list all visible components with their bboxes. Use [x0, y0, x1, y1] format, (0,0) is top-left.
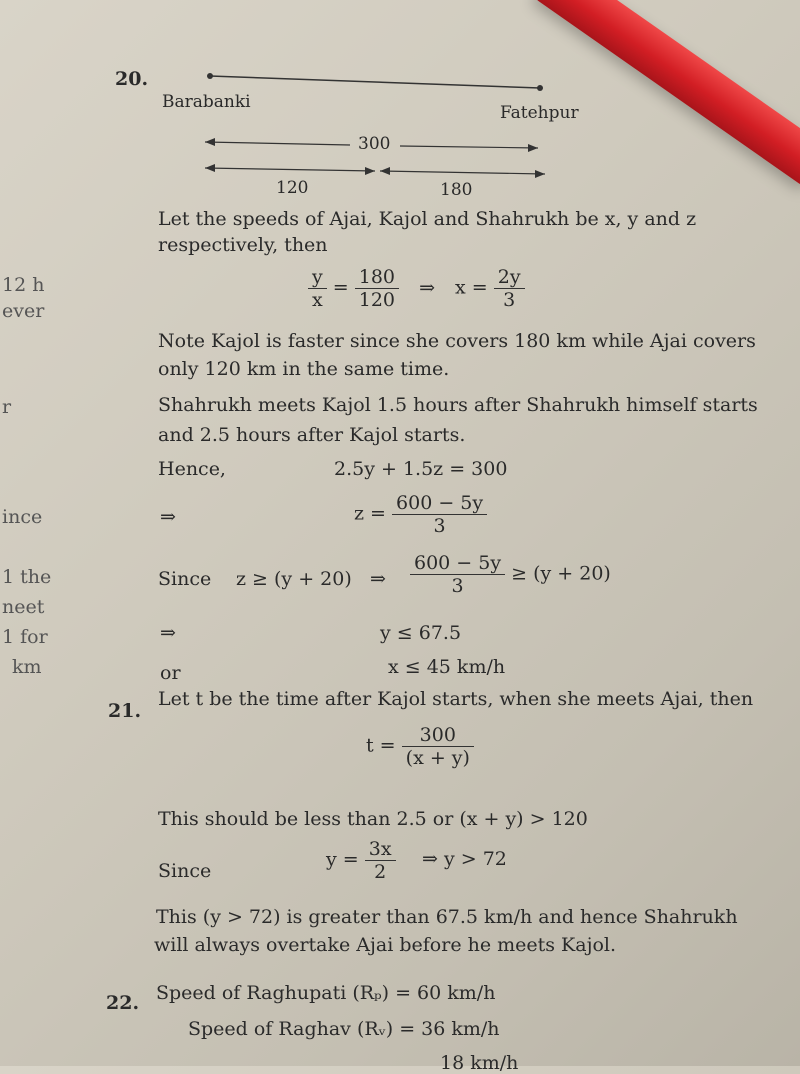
ratio-equation: $\frac{y}{x}$ = $\frac{180}{120}$ ⇒ x = $\frac{2y}{3}$ [308, 266, 525, 311]
t-equation: t = $\frac{300}{(x + y)}$ [366, 724, 474, 769]
q21-line: Let t be the time after Kajol starts, when she meets Ajai, then [158, 688, 754, 710]
intro-line: Let the speeds of Ajai, Kajol and Shahrukh be x, y and z [158, 208, 697, 230]
question-number: 21. [108, 700, 142, 722]
q22-line: Speed of Raghupati (Rₚ) = 60 km/h [156, 982, 496, 1004]
margin-text: ince [2, 506, 43, 528]
equation: 2.5y + 1.5z = 300 [334, 458, 508, 480]
note-line: only 120 km in the same time. [158, 358, 450, 380]
margin-text: neet [2, 596, 45, 618]
end-label: Fatehpur [500, 103, 579, 123]
or-label: or [160, 662, 181, 684]
x-result: x ≤ 45 km/h [388, 656, 506, 678]
meet-line: Shahrukh meets Kajol 1.5 hours after Shahrukh himself starts [158, 394, 758, 416]
implies-arrow: ⇒ [370, 568, 386, 590]
condition-fraction: $\frac{600 - 5y}{3}$ ≥ (y + 20) [410, 552, 611, 597]
intro-line: respectively, then [158, 234, 328, 256]
margin-text: km [12, 656, 42, 678]
note-line: Note Kajol is faster since she covers 180 km while Ajai covers [158, 330, 756, 352]
left-distance: 120 [276, 178, 309, 198]
margin-text: ever [2, 300, 45, 322]
total-distance: 300 [358, 134, 391, 154]
hence-label: Hence, [158, 458, 226, 480]
since-label: Since [158, 860, 212, 882]
implies-arrow: ⇒ [160, 622, 176, 644]
q21-line: This should be less than 2.5 or (x + y) > 120 [158, 808, 588, 830]
right-distance: 180 [440, 180, 473, 200]
y-result: y ≤ 67.5 [380, 622, 462, 644]
z-equation: z = $\frac{600 - 5y}{3}$ [354, 492, 487, 537]
since-label: Since [158, 568, 212, 590]
q21-line: will always overtake Ajai before he meets Kajol. [154, 934, 617, 956]
q21-line: This (y > 72) is greater than 67.5 km/h and hence Shahrukh [156, 906, 738, 928]
implies-arrow: ⇒ [160, 506, 176, 528]
start-label: Barabanki [162, 92, 251, 112]
margin-text: 12 h [2, 274, 45, 296]
question-number: 20. [115, 68, 149, 90]
y-equation: y = $\frac{3x}{2}$ [326, 838, 396, 883]
condition: z ≥ (y + 20) [236, 568, 352, 590]
margin-text: r [2, 396, 12, 418]
q22-line: 18 km/h [440, 1052, 519, 1074]
q22-line: Speed of Raghav (Rᵥ) = 36 km/h [188, 1018, 500, 1040]
meet-line: and 2.5 hours after Kajol starts. [158, 424, 466, 446]
margin-text: 1 the [2, 566, 52, 588]
question-number: 22. [106, 992, 140, 1014]
margin-text: 1 for [2, 626, 48, 648]
y-result: ⇒ y > 72 [422, 848, 507, 870]
